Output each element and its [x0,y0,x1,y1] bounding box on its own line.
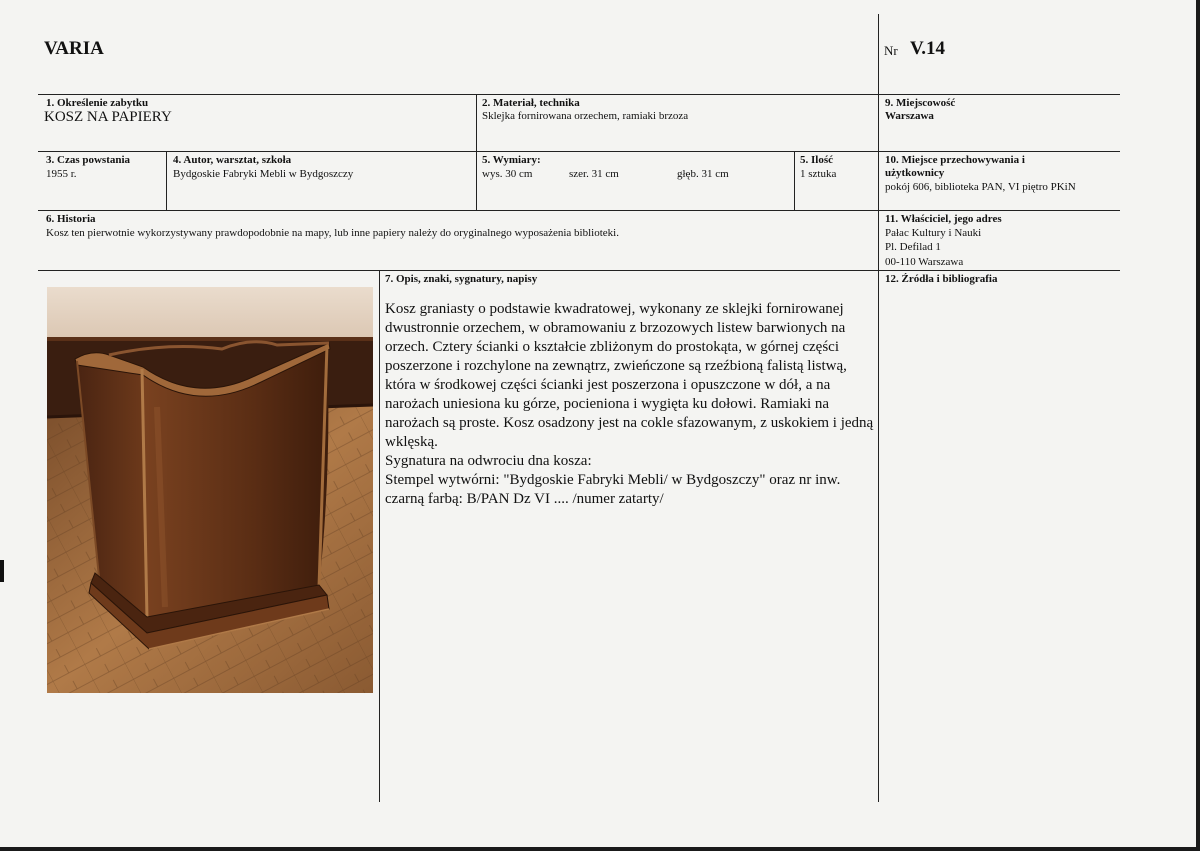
dimension-width: szer. 31 cm [569,168,619,180]
field2-label: 2. Materiał, technika [482,97,580,109]
description-paragraph-2: Sygnatura na odwrociu dna kosza: [385,453,592,469]
date-value: 1955 r. [46,168,77,180]
field10-label-line2: użytkownicy [885,167,945,179]
nr-value: V.14 [910,38,946,59]
location-value: Warszawa [885,110,934,122]
rule-col-quantity [794,151,795,210]
rule-col-description [379,270,380,802]
field10-label-line1: 10. Miejsce przechowywania i [885,154,1025,166]
owner-line2: Pl. Defilad 1 [885,241,941,253]
owner-line3: 00-110 Warszawa [885,256,964,268]
rule-col-author [166,151,167,210]
rule-row2-top [38,151,1120,152]
description-text [385,300,880,509]
owner-line1: Pałac Kultury i Nauki [885,227,982,239]
rule-col-material [476,94,477,210]
field5-label: 5. Wymiary: [482,154,541,166]
description-paragraph-1: Kosz graniasty o podstawie kwadratowej, wykonany ze sklejki fornirowanej dwustronnie orzechem, w obramowaniu z brzozowych listew barwionych na orzech. Cztery ścianki o kształcie zbliżonym do prostokąta, w górnej części poszerzone i rozchylone na zewnątrz, zwieńczone są rzeźbioną falistą listwą, która w środkowej części ścianki jest poszerzona i opuszczone w dół, a na narożach uniesiona ku górze, pocieniona i wygięta ku dołowi. Ramiaki na narożach są proste. Kosz osadzony jest na cokle sfazowanym, z uskokiem i jedną wklęską. [385,301,874,450]
material-value: Sklejka fornirowana orzechem, ramiaki brzoza [482,110,689,122]
dimension-depth: głęb. 31 cm [677,168,729,180]
field3-label: 3. Czas powstania [46,154,131,166]
nr-label: Nr [884,43,898,58]
dimension-height: wys. 30 cm [482,168,533,180]
scan-edge-mark [0,560,4,582]
category-title: VARIA [44,38,104,59]
field9-label: 9. Miejscowość [885,97,956,109]
object-name: KOSZ NA PAPIERY [44,109,172,125]
author-value: Bydgoskie Fabryki Mebli w Bydgoszczy [173,168,354,180]
wastepaper-basket-photo [47,287,373,693]
rule-row4-top [38,270,1120,271]
description-paragraph-3: Stempel wytwórni: "Bydgoskie Fabryki Mebli/ w Bydgoszczy" oraz nr inw. czarną farbą: B/PAN Dz VI .... /numer zatarty/ [385,472,841,507]
rule-row3-top [38,210,1120,211]
rule-row1-top [38,94,1120,95]
field6-label: 6. Historia [46,213,96,225]
field1-label: 1. Określenie zabytku [46,97,149,109]
quantity-value: 1 sztuka [800,168,837,180]
field7-label: 7. Opis, znaki, sygnatury, napisy [385,273,538,285]
field11-label: 11. Właściciel, jego adres [885,213,1002,225]
field4-label: 4. Autor, warsztat, szkoła [173,154,292,166]
field5b-label: 5. Ilość [800,154,833,166]
field12-label: 12. Źródła i bibliografia [885,273,998,285]
history-value: Kosz ten pierwotnie wykorzystywany prawdopodobnie na mapy, lub inne papiery należy do oryginalnego wyposażenia biblioteki. [46,227,619,239]
storage-value: pokój 606, biblioteka PAN, VI piętro PKiN [885,181,1076,193]
